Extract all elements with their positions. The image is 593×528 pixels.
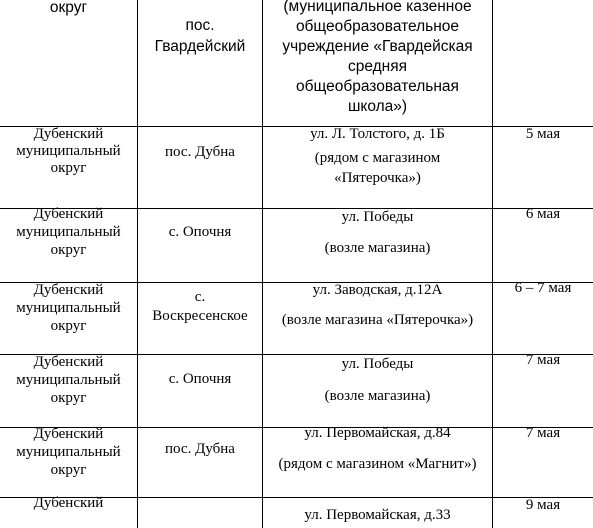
district-line: округ [50,390,87,406]
address-line: ул. Первомайская, д.84 [304,425,451,441]
district-cell [0,206,138,282]
address-line: (рядом с магазином «Магнит») [278,456,477,472]
district-line: Дубенский [33,495,104,511]
address-line: (муниципальное казенное [283,0,472,15]
district-line: муниципальный [16,143,121,159]
district-line: Дубенский [33,282,104,298]
district-line: Дубенский [33,206,104,222]
address-line: ул. Победы [341,356,414,372]
address-line: средняя [347,58,408,75]
settlement-cell [138,283,263,354]
table-row [0,127,593,208]
district-cell [0,355,138,427]
address-cell [263,355,493,427]
district-line: муниципальный [16,444,121,460]
district-line: Дубенский [33,426,104,442]
address-line: учреждение «Гвардейская [282,38,473,55]
table-row [0,0,593,126]
district-line: Дубенский [33,126,104,142]
district-line: муниципальный [16,224,121,240]
settlement-cell [138,209,263,282]
date-cell [493,127,593,208]
settlement-line: Воскресенское [152,308,248,324]
address-line: ул. Первомайская, д.33 [304,507,451,523]
settlement-cell [138,127,263,208]
address-line: (возле магазина) [324,388,431,404]
date-text: 7 мая [525,352,561,368]
district-cell [0,0,138,126]
date-text: 9 мая [525,497,561,513]
settlement-line: с. [194,289,206,305]
table-row [0,352,593,427]
address-line: общеобразовательное [295,18,460,35]
address-line: школа») [347,98,408,115]
address-line: общеобразовательная [296,78,459,95]
address-line: ул. Л. Толстого, д. 1Б [310,126,445,142]
date-text: 6 – 7 мая [514,280,572,296]
district-cell [0,495,138,528]
address-line: ул. Заводская, д.12А [312,282,443,298]
district-line: муниципальный [16,300,121,316]
address-line: ул. Победы [341,209,414,225]
district-line: округ [50,160,87,176]
date-text: 5 мая [525,126,561,142]
address-line: «Пятерочка») [334,170,421,186]
table-row [0,280,593,354]
address-line: (возле магазина «Пятерочка») [281,312,474,328]
address-cell [263,425,493,497]
date-text: 7 мая [525,425,561,441]
settlement-cell [138,355,263,427]
date-cell [493,280,593,354]
settlement-cell [138,498,263,528]
date-cell [493,498,593,528]
settlement-line: пос. [185,17,215,34]
district-line: округ [50,462,87,478]
table-row [0,206,593,282]
date-text: 6 мая [525,206,561,222]
settlement-line: с. Опочня [168,224,232,240]
address-cell [263,498,493,528]
district-line: округ [50,242,87,258]
date-cell [493,425,593,497]
address-line: (возле магазина) [324,240,431,256]
table-row [0,425,593,497]
district-text: округ [49,0,88,16]
district-cell [0,283,138,354]
address-cell [263,283,493,354]
settlement-cell [138,0,263,126]
address-cell [263,0,493,126]
address-cell [263,127,493,208]
table-row [0,495,593,528]
district-line: муниципальный [16,372,121,388]
district-line: округ [50,318,87,334]
address-line: (рядом с магазином [314,150,441,166]
settlement-cell [138,428,263,497]
address-cell [263,209,493,282]
settlement-line: пос. Дубна [165,144,235,160]
date-cell [493,352,593,427]
settlement-line: с. Опочня [168,371,232,387]
date-cell [493,206,593,282]
settlement-line: пос. Дубна [165,441,235,457]
district-cell [0,428,138,497]
district-line: Дубенский [33,354,104,370]
date-cell [493,0,593,126]
district-cell [0,127,138,208]
settlement-line: Гвардейский [154,38,246,55]
